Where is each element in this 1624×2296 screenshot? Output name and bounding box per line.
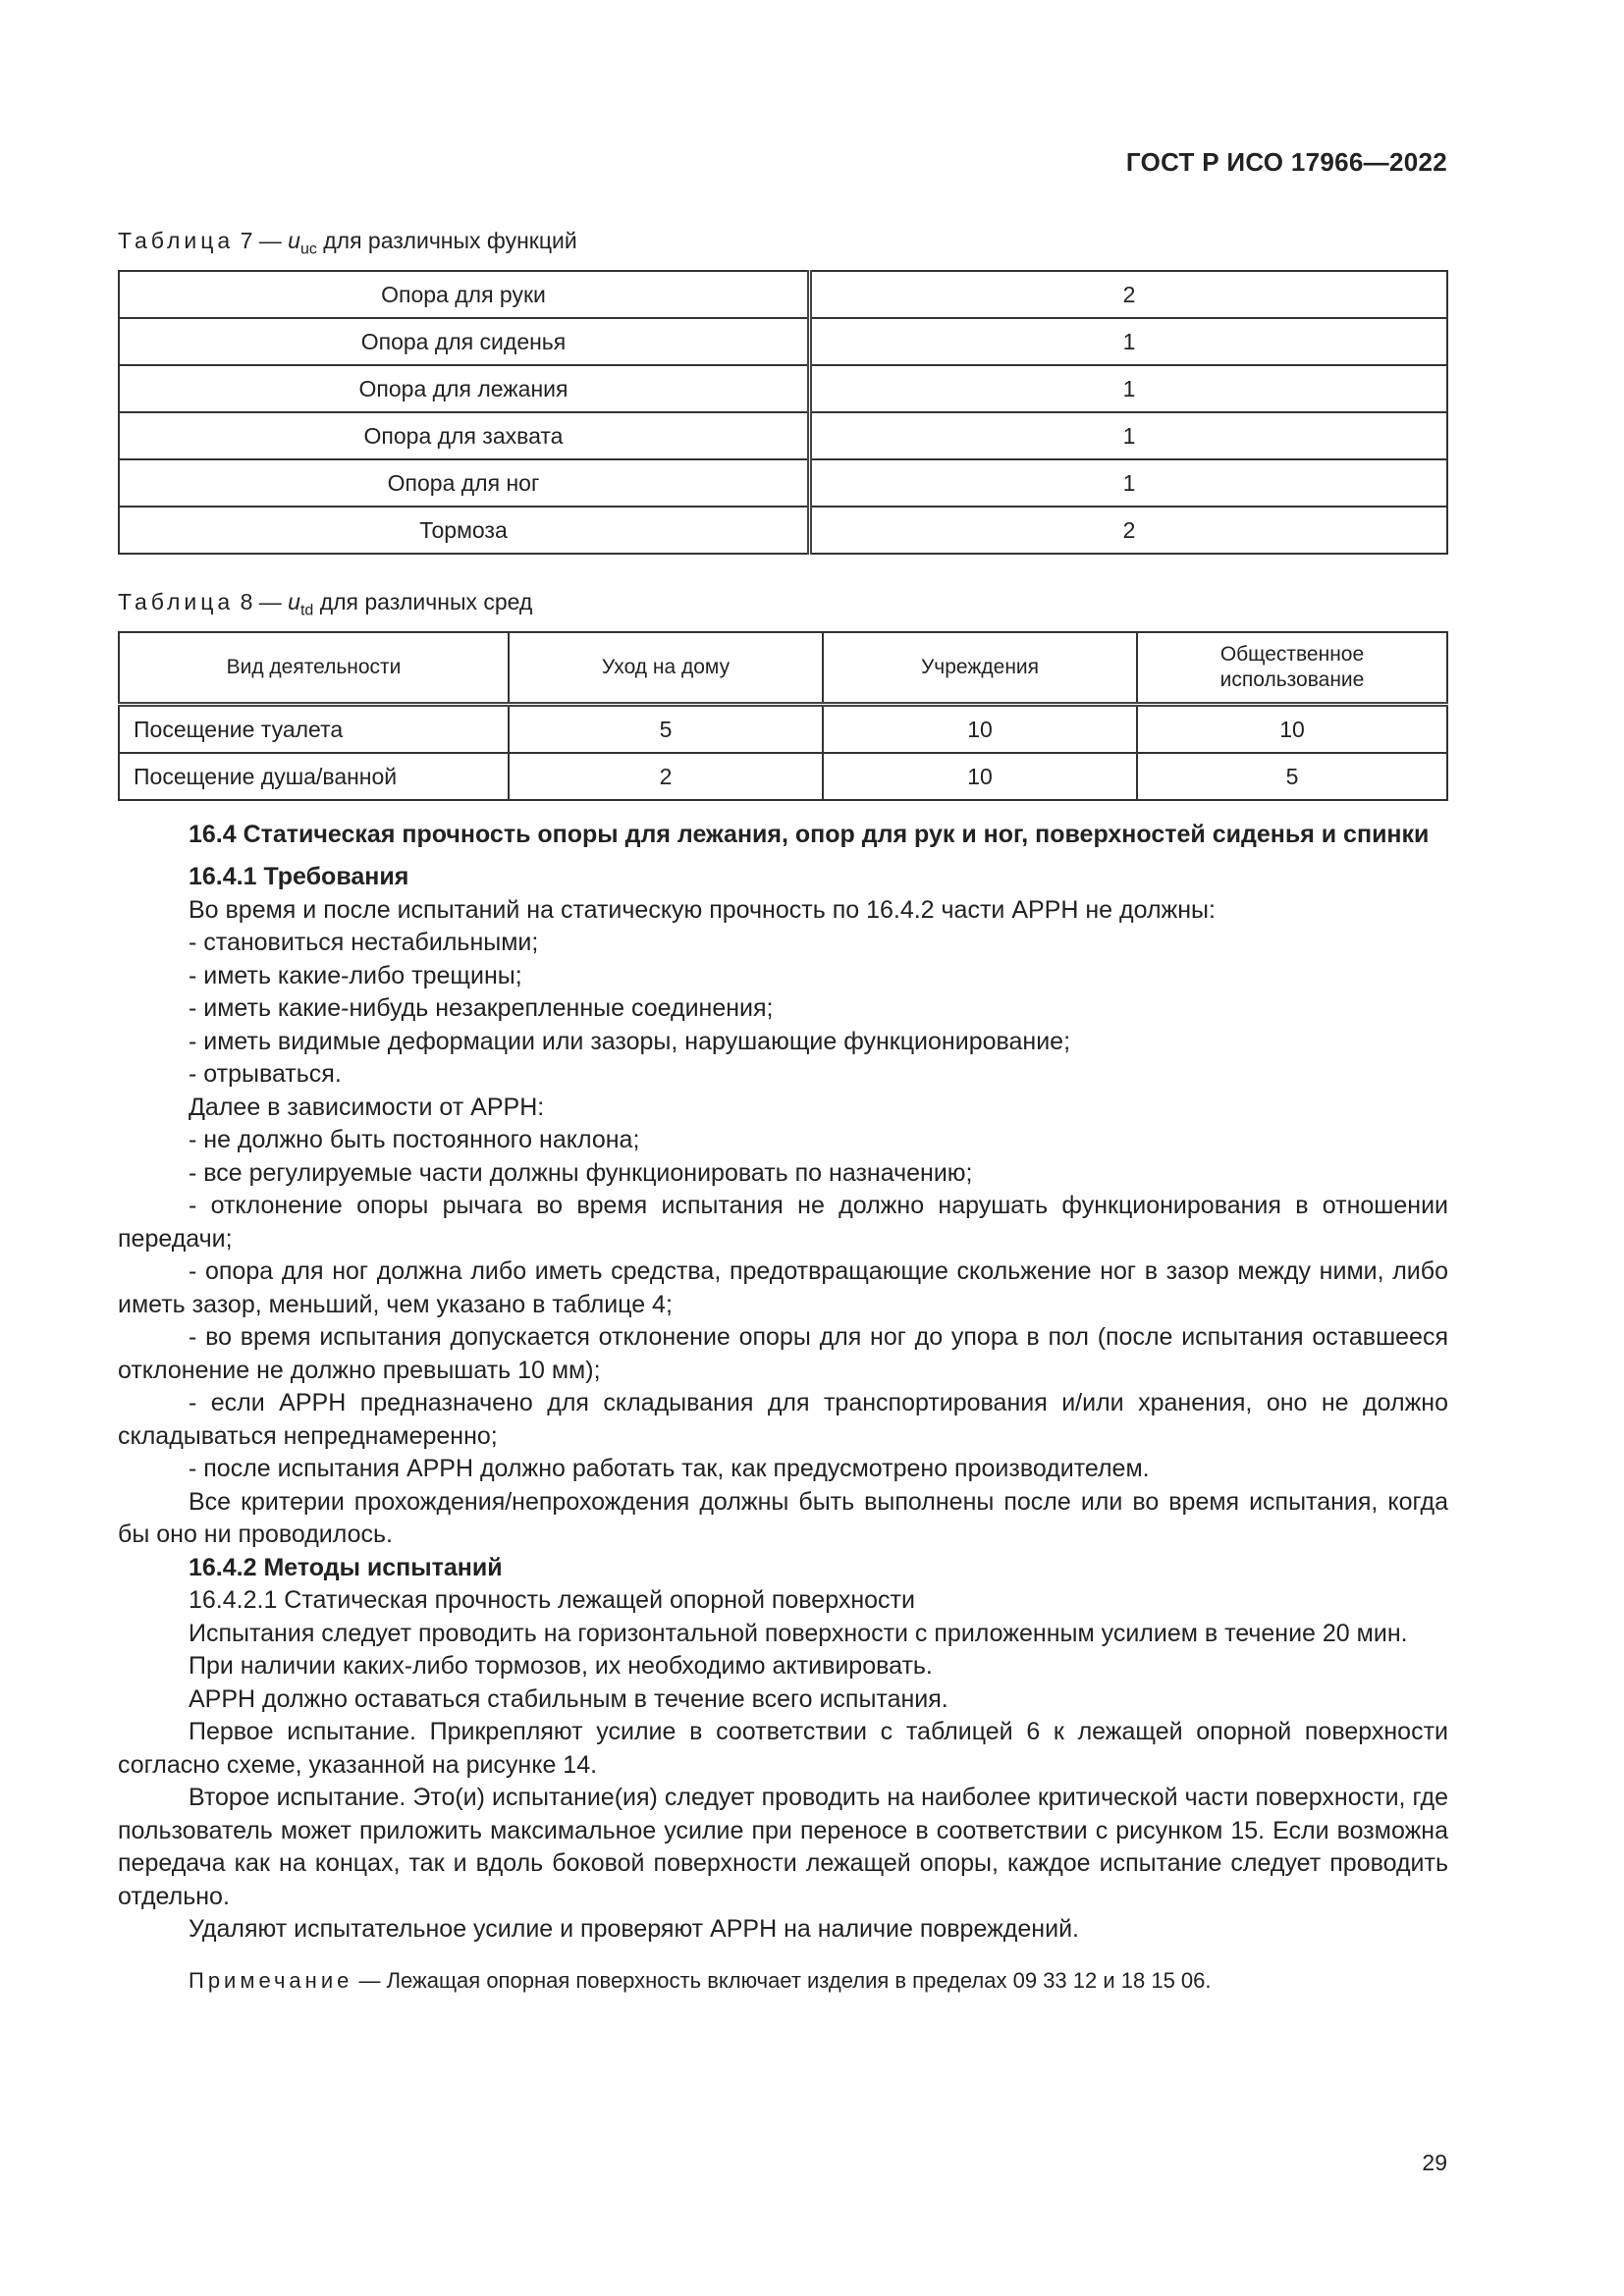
table7-caption xyxy=(118,228,577,259)
table8-cell-public: 5 xyxy=(1137,753,1447,800)
table8-cell-activity: Посещение туалета xyxy=(119,705,509,754)
note-label: Примечание xyxy=(189,1967,353,1993)
table7-cell-value: 1 xyxy=(810,412,1448,459)
table8-caption-sub: td xyxy=(299,602,314,619)
methods-paragraph: Испытания следует проводить на горизонтальной поверхности с приложенным усилием в течение 20 мин. xyxy=(189,1619,1408,1647)
table7-cell-name: Опора для ног xyxy=(119,459,810,507)
document-code: ГОСТ Р ИСО 17966—2022 xyxy=(1125,147,1447,177)
table7-caption-var: u xyxy=(288,228,300,253)
table7-cell-value: 1 xyxy=(810,459,1448,507)
table7-cell-name: Опора для захвата xyxy=(119,412,810,459)
list-item: - после испытания APPH должно работать так, как предусмотрено производителем. xyxy=(189,1455,1150,1482)
table8-header-activity: Вид деятельности xyxy=(119,632,509,705)
table7-cell-name: Опора для сиденья xyxy=(119,318,810,365)
requirements-intro: Во время и после испытаний на статическую прочность по 16.4.2 части APPH не должны: xyxy=(189,895,1216,924)
table8-cell-public: 10 xyxy=(1137,705,1447,754)
table7-caption-number: 7 — xyxy=(240,228,282,253)
table8-cell-institution: 10 xyxy=(823,753,1137,800)
table7-cell-name: Тормоза xyxy=(119,507,810,554)
list-item: - если APPH предназначено для складывания для транспортирования и/или хранения, оно не должно складываться непреднамеренно; xyxy=(118,1389,1448,1450)
note xyxy=(118,1964,1448,1998)
subsection-title-16-4-2: 16.4.2 Методы испытаний xyxy=(189,1553,503,1581)
table-row xyxy=(119,705,1447,754)
table7-cell-value: 2 xyxy=(810,507,1448,554)
table8-header-public-line1: Общественное xyxy=(1219,643,1365,666)
table8-cell-institution: 10 xyxy=(823,705,1137,754)
table-row xyxy=(119,412,1447,459)
methods-paragraph: При наличии каких-либо тормозов, их необходимо активировать. xyxy=(189,1652,933,1680)
table8-header-public xyxy=(1137,632,1447,705)
table8-cell-home: 2 xyxy=(509,753,823,800)
page-number: 29 xyxy=(1422,2150,1447,2175)
list-item: - становиться нестабильными; xyxy=(189,929,539,956)
table7-cell-value: 1 xyxy=(810,365,1448,412)
list-item: - во время испытания допускается отклонение опоры для ног до упора в пол (после испытания оставшееся отклонение не должно превышать 10 мм); xyxy=(118,1323,1448,1384)
methods-paragraph: Первое испытание. Прикрепляют усилие в соответствии с таблицей 6 к лежащей опорной поверхности согласно схеме, указанной на рисунке 14. xyxy=(118,1718,1448,1779)
list-item: - не должно быть постоянного наклона; xyxy=(189,1126,640,1153)
methods-paragraph: Удаляют испытательное усилие и проверяют APPH на наличие повреждений. xyxy=(189,1915,1079,1943)
list-item: - иметь какие-либо трещины; xyxy=(189,961,522,989)
note-text: — Лежащая опорная поверхность включает изделия в пределах 09 33 12 и 18 15 06. xyxy=(358,1967,1212,1993)
table7 xyxy=(118,270,1448,555)
table8-caption xyxy=(118,589,532,620)
methods-paragraph: Второе испытание. Это(и) испытание(ия) следует проводить на наиболее критической части поверхности, где пользователь может приложить максимальное усилие при переносе в соответствии с рисунком 15. Если возможна передача как на концах, так и вдоль боковой поверхности лежащей опоры, каждое испытание следует проводить отдельно. xyxy=(118,1784,1448,1910)
subsection-title-16-4-2-1: 16.4.2.1 Статическая прочность лежащей опорной поверхности xyxy=(189,1586,915,1614)
table8-cell-home: 5 xyxy=(509,705,823,754)
methods-paragraph: APPH должно оставаться стабильным в течение всего испытания. xyxy=(189,1684,948,1713)
subsection-title-16-4-1: 16.4.1 Требования xyxy=(189,863,409,890)
table7-cell-value: 2 xyxy=(810,271,1448,318)
further-intro: Далее в зависимости от APPH: xyxy=(189,1093,545,1121)
table-row xyxy=(119,271,1447,318)
list-item: - все регулируемые части должны функционировать по назначению; xyxy=(189,1158,973,1187)
table7-cell-name: Опора для лежания xyxy=(119,365,810,412)
table-row xyxy=(119,318,1447,365)
section-title: 16.4 Статическая прочность опоры для лежания, опор для рук и ног, поверхностей сиденья и спинки xyxy=(189,821,1430,848)
table7-caption-sub: uc xyxy=(299,240,317,258)
table8-cell-activity: Посещение душа/ванной xyxy=(119,753,509,800)
table8 xyxy=(118,631,1448,801)
table8-caption-number: 8 — xyxy=(240,589,282,614)
list-item: - отрываться. xyxy=(189,1060,342,1088)
table7-caption-rest: для различных функций xyxy=(323,228,577,253)
list-item: - отклонение опоры рычага во время испытания не должно нарушать функционирования в отношении передачи; xyxy=(118,1192,1448,1253)
table7-cell-name: Опора для руки xyxy=(119,271,810,318)
section-body xyxy=(118,818,1448,1997)
table8-header-home: Уход на дому xyxy=(509,632,823,705)
table8-header-row xyxy=(119,632,1447,705)
list-item: - опора для ног должна либо иметь средства, предотвращающие скольжение ног в зазор между ними, либо иметь зазор, меньший, чем указано в таблице 4; xyxy=(118,1257,1448,1318)
table-row xyxy=(119,507,1447,554)
table8-caption-rest: для различных сред xyxy=(319,589,533,614)
table7-cell-value: 1 xyxy=(810,318,1448,365)
table8-caption-var: u xyxy=(288,589,300,614)
list-item: - иметь какие-нибудь незакрепленные соединения; xyxy=(189,994,774,1022)
table8-header-institution: Учреждения xyxy=(823,632,1137,705)
criteria-paragraph: Все критерии прохождения/непрохождения должны быть выполнены после или во время испытания, когда бы оно ни проводилось. xyxy=(118,1487,1448,1548)
table-row xyxy=(119,753,1447,800)
table8-caption-label: Таблица xyxy=(118,589,235,614)
table-row xyxy=(119,365,1447,412)
table8-header-public-line2: использование xyxy=(1219,668,1365,691)
table7-caption-label: Таблица xyxy=(118,228,235,253)
table-row xyxy=(119,459,1447,507)
list-item: - иметь видимые деформации или зазоры, нарушающие функционирование; xyxy=(189,1027,1071,1055)
